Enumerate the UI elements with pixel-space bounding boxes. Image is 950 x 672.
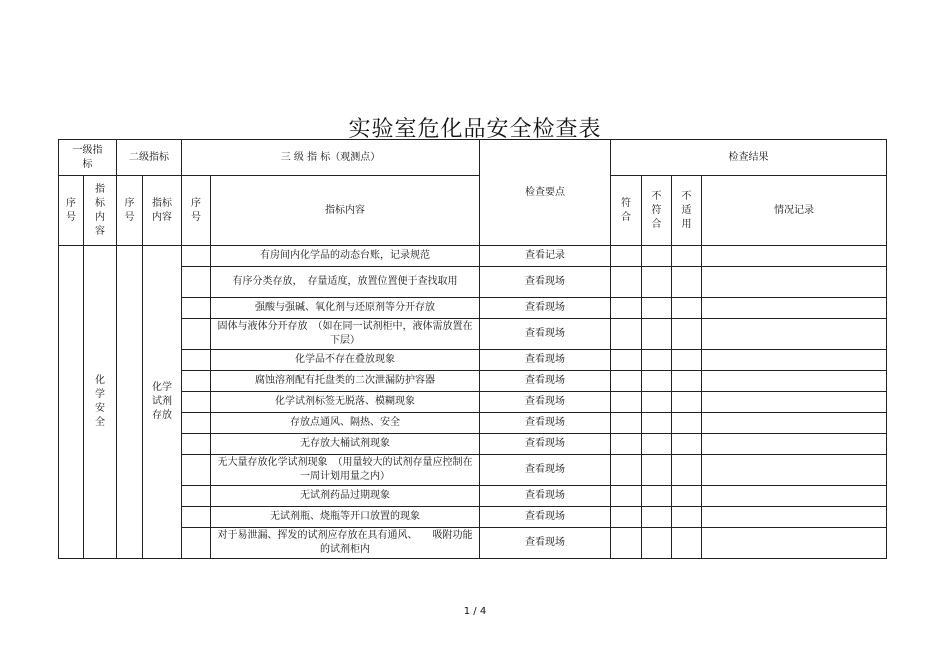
row-indicator-content: 无大量存放化学试剂现象 （用量较大的试剂存量应控制在一周计划用量之内）: [211, 455, 480, 486]
row-conform-cell[interactable]: [611, 528, 642, 559]
header-not-conform: 不符合: [642, 176, 672, 246]
level1-content: 化学安全: [84, 246, 117, 559]
table-row: [59, 319, 887, 350]
row-not-applicable-cell[interactable]: [672, 528, 702, 559]
row-not-conform-cell[interactable]: [642, 267, 672, 298]
row-check-point: 查看现场: [480, 528, 611, 559]
row-check-point: 查看现场: [480, 267, 611, 298]
row-not-applicable-cell[interactable]: [672, 507, 702, 528]
row-check-point: 查看现场: [480, 434, 611, 455]
row-indicator-content: 对于易泄漏、挥发的试剂应存放在具有通风、 吸附功能的试剂柜内: [211, 528, 480, 559]
table-row: [59, 528, 887, 559]
header-seq-2: 序号: [117, 176, 143, 246]
row-situation-record-cell[interactable]: [702, 246, 887, 267]
row-not-applicable-cell[interactable]: [672, 246, 702, 267]
row-not-applicable-cell[interactable]: [672, 267, 702, 298]
row-situation-record-cell[interactable]: [702, 392, 887, 413]
table-row: [59, 267, 887, 298]
row-situation-record-cell[interactable]: [702, 434, 887, 455]
table-row: [59, 507, 887, 528]
row-not-conform-cell[interactable]: [642, 413, 672, 434]
row-situation-record-cell[interactable]: [702, 507, 887, 528]
row-seq-3: [182, 298, 211, 319]
row-seq-3: [182, 434, 211, 455]
row-seq-3: [182, 455, 211, 486]
row-seq-3: [182, 371, 211, 392]
row-not-applicable-cell[interactable]: [672, 371, 702, 392]
row-seq-3: [182, 319, 211, 350]
row-indicator-content: 无试剂瓶、烧瓶等开口放置的现象: [211, 507, 480, 528]
row-seq-3: [182, 392, 211, 413]
row-not-conform-cell[interactable]: [642, 298, 672, 319]
level2-content: 化学试剂存放: [143, 246, 182, 559]
header-level2: 二级指标: [117, 140, 182, 176]
row-seq-3: [182, 246, 211, 267]
row-check-point: 查看现场: [480, 455, 611, 486]
row-seq-3: [182, 413, 211, 434]
row-conform-cell[interactable]: [611, 507, 642, 528]
row-not-applicable-cell[interactable]: [672, 319, 702, 350]
table-row: [59, 413, 887, 434]
row-not-conform-cell[interactable]: [642, 392, 672, 413]
row-situation-record-cell[interactable]: [702, 319, 887, 350]
header-level3: 三 级 指 标（观测点）: [182, 140, 480, 176]
row-check-point: 查看现场: [480, 319, 611, 350]
row-check-point: 查看现场: [480, 371, 611, 392]
header-situation-record: 情况记录: [702, 176, 887, 246]
page-number: 1 / 4: [463, 606, 487, 617]
row-not-applicable-cell[interactable]: [672, 298, 702, 319]
row-conform-cell[interactable]: [611, 434, 642, 455]
row-situation-record-cell[interactable]: [702, 371, 887, 392]
row-conform-cell[interactable]: [611, 350, 642, 371]
row-indicator-content: 强酸与强碱、氧化剂与还原剂等分开存放: [211, 298, 480, 319]
table-row: [59, 486, 887, 507]
row-conform-cell[interactable]: [611, 392, 642, 413]
table-row: [59, 392, 887, 413]
row-situation-record-cell[interactable]: [702, 455, 887, 486]
page-title: 实验室危化品安全检查表: [348, 117, 602, 142]
row-check-point: 查看现场: [480, 392, 611, 413]
table-row: [59, 350, 887, 371]
row-check-point: 查看记录: [480, 246, 611, 267]
row-seq-1: [59, 246, 84, 559]
row-conform-cell[interactable]: [611, 455, 642, 486]
row-situation-record-cell[interactable]: [702, 413, 887, 434]
row-indicator-content: 无存放大桶试剂现象: [211, 434, 480, 455]
row-check-point: 查看现场: [480, 507, 611, 528]
row-not-conform-cell[interactable]: [642, 507, 672, 528]
row-not-conform-cell[interactable]: [642, 434, 672, 455]
inspection-table: [58, 139, 887, 559]
header-conform: 符合: [611, 176, 642, 246]
table-row: [59, 298, 887, 319]
row-indicator-content: 化学品不存在叠放现象: [211, 350, 480, 371]
row-conform-cell[interactable]: [611, 413, 642, 434]
row-situation-record-cell[interactable]: [702, 486, 887, 507]
header-row-1: [59, 140, 887, 176]
row-check-point: 查看现场: [480, 350, 611, 371]
row-conform-cell[interactable]: [611, 267, 642, 298]
row-seq-3: [182, 350, 211, 371]
row-seq-3: [182, 267, 211, 298]
row-indicator-content: 化学试剂标签无脱落、模糊现象: [211, 392, 480, 413]
row-situation-record-cell[interactable]: [702, 267, 887, 298]
row-conform-cell[interactable]: [611, 298, 642, 319]
table-row: [59, 455, 887, 486]
row-seq-3: [182, 486, 211, 507]
row-not-conform-cell[interactable]: [642, 350, 672, 371]
header-indicator-content-1: 指标内容: [84, 176, 117, 246]
header-seq-1: 序号: [59, 176, 84, 246]
row-seq-2: [117, 246, 143, 559]
row-situation-record-cell[interactable]: [702, 350, 887, 371]
table-row: [59, 434, 887, 455]
row-indicator-content: 有房间内化学品的动态台账，记录规范: [211, 246, 480, 267]
row-not-conform-cell[interactable]: [642, 371, 672, 392]
row-not-applicable-cell[interactable]: [672, 413, 702, 434]
row-check-point: 查看现场: [480, 413, 611, 434]
row-indicator-content: 固体与液体分开存放 （如在同一试剂柜中，液体需放置在下层）: [211, 319, 480, 350]
row-not-applicable-cell[interactable]: [672, 486, 702, 507]
row-seq-3: [182, 507, 211, 528]
row-not-applicable-cell[interactable]: [672, 434, 702, 455]
row-indicator-content: 存放点通风、隔热、安全: [211, 413, 480, 434]
row-check-point: 查看现场: [480, 298, 611, 319]
header-seq-3: 序号: [182, 176, 211, 246]
row-not-applicable-cell[interactable]: [672, 392, 702, 413]
header-row-2: [59, 176, 887, 246]
header-indicator-content-2: 指标内容: [143, 176, 182, 246]
row-not-conform-cell[interactable]: [642, 528, 672, 559]
row-situation-record-cell[interactable]: [702, 298, 887, 319]
row-seq-3: [182, 528, 211, 559]
header-check-points: 检查要点: [480, 140, 611, 246]
header-indicator-content-3: 指标内容: [211, 176, 480, 246]
row-not-applicable-cell[interactable]: [672, 350, 702, 371]
row-conform-cell[interactable]: [611, 319, 642, 350]
row-indicator-content: 腐蚀溶剂配有托盘类的二次泄漏防护容器: [211, 371, 480, 392]
row-not-conform-cell[interactable]: [642, 486, 672, 507]
table-row: [59, 246, 887, 267]
header-check-result: 检查结果: [611, 140, 887, 176]
row-conform-cell[interactable]: [611, 371, 642, 392]
row-not-conform-cell[interactable]: [642, 246, 672, 267]
header-not-applicable: 不适用: [672, 176, 702, 246]
table-row: [59, 371, 887, 392]
header-level1: 一级指标: [59, 140, 117, 176]
row-indicator-content: 有序分类存放， 存量适度，放置位置便于查找取用: [211, 267, 480, 298]
row-situation-record-cell[interactable]: [702, 528, 887, 559]
row-not-conform-cell[interactable]: [642, 455, 672, 486]
row-conform-cell[interactable]: [611, 486, 642, 507]
row-not-conform-cell[interactable]: [642, 319, 672, 350]
row-not-applicable-cell[interactable]: [672, 455, 702, 486]
row-conform-cell[interactable]: [611, 246, 642, 267]
row-check-point: 查看现场: [480, 486, 611, 507]
row-indicator-content: 无试剂药品过期现象: [211, 486, 480, 507]
